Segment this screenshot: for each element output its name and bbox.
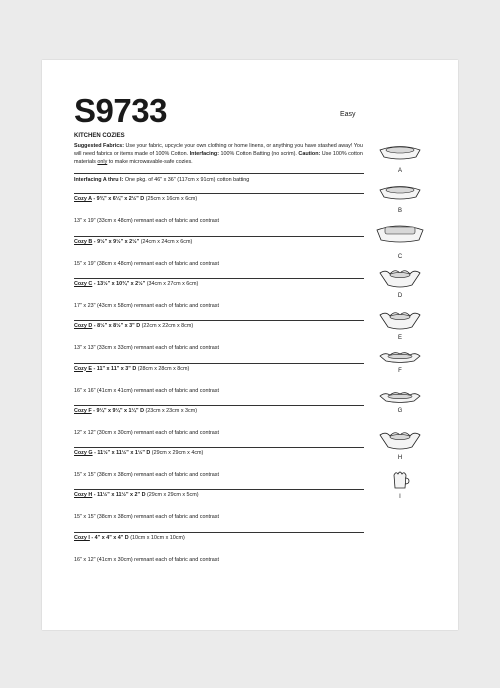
cozy-dimensions: - 11½" x 11½" x 1½" D [92,450,151,457]
cozy-row [74,479,364,521]
view-letter: H [397,455,403,461]
difficulty-label: Easy [340,111,356,118]
view-f [360,350,440,374]
cozy-label: Cozy E [74,365,92,372]
scalloped-bowl-cozy-icon [360,268,440,288]
cozy-row [74,395,364,437]
cozy-label: Cozy B [74,238,93,245]
divider [74,320,364,321]
cozy-dimensions: - 4" x 4" x 4" D [89,534,129,541]
cozy-metric: (25cm x 16cm x 6cm) [144,196,198,203]
divider [74,363,364,364]
cozy-label: Cozy F [74,407,92,414]
cozy-dimensions: - 9¾" x 6¼" x 2½" D [91,196,145,203]
divider [74,193,364,194]
view-d [360,268,440,299]
cozy-fabric: 15" x 15" (38cm x 38cm) remnant each of fabric and contrast [74,472,219,479]
cozy-row [74,353,364,395]
view-i [360,470,440,500]
cozy-label: Cozy I [74,534,90,541]
divider [74,489,364,490]
pattern-envelope-back [42,60,458,630]
cozy-metric: (23cm x 23cm x 3cm) [144,407,198,414]
fabrics-text: Use 100% cotton materials [74,151,363,165]
cozy-fabric: 16" x 12" (41cm x 30cm) remnant each of fabric and contrast [74,556,219,563]
view-e [360,310,440,341]
divider [74,532,364,533]
cozy-label: Cozy G [74,450,93,457]
fabrics-text: to make microwavable-safe cozies. [107,159,193,165]
cozy-label: Cozy H [74,492,93,499]
cozy-row [74,268,364,310]
cozy-dimensions: - 11" x 11" x 3" D [91,365,137,372]
oval-bowl-cozy-icon [360,144,440,160]
rectangular-dish-cozy-icon [360,224,440,244]
flat-plate-cozy-icon [360,390,440,404]
cozy-row [74,183,364,225]
view-c [360,224,440,260]
cozy-list [74,183,364,564]
view-a [360,144,440,174]
cozy-fabric: 13" x 19" (33cm x 48cm) remnant each of fabric and contrast [74,218,219,225]
cozy-dimensions: - 9½" x 9½" x 2½" [92,238,140,245]
cozy-fabric: 16" x 16" (41cm x 41cm) remnant each of fabric and contrast [74,387,219,394]
cozy-dimensions: - 11½" x 11½" x 2" D [92,492,146,499]
cozy-fabric: 12" x 12" (30cm x 30cm) remnant each of fabric and contrast [74,429,219,436]
view-b [360,184,440,214]
cozy-metric: (22cm x 22cm x 8cm) [140,323,194,330]
cozy-label: Cozy D [74,323,93,330]
cozy-row [74,310,364,352]
cozy-metric: (29cm x 29cm x 4cm) [150,450,204,457]
cozy-row [74,522,364,564]
interfacing-label: Interfacing: [189,151,220,157]
cozy-fabric: 17" x 23" (43cm x 58cm) remnant each of fabric and contrast [74,303,219,309]
view-letter: B [397,208,402,214]
view-letter: I [399,494,401,500]
only-emphasis: only [97,159,108,165]
view-letter: A [397,168,402,174]
pattern-requirements [74,133,364,564]
caution-label: Caution: [298,151,321,157]
scalloped-bowl-cozy-icon [360,430,440,450]
cozy-metric: (24cm x 24cm x 6cm) [139,238,193,245]
view-g [360,390,440,414]
flat-plate-cozy-icon [360,350,440,364]
scalloped-bowl-cozy-icon [360,310,440,330]
cozy-dimensions: - 13½" x 10¾" x 2½" [92,281,146,287]
cozy-row [74,226,364,268]
cozy-label: Cozy A [74,196,92,203]
view-letter: G [397,408,403,414]
view-letter: F [398,368,402,374]
view-h [360,430,440,461]
cozy-dimensions: - 9¼" x 9¼" x 1¼" D [91,407,144,414]
cozy-label: Cozy C [74,281,93,287]
suggested-fabrics [74,142,364,166]
interfacing-range-label: Interfacing A thru I: [74,177,124,183]
pattern-title: KITCHEN COZIES [74,133,125,139]
divider [74,236,364,237]
divider [74,278,364,279]
cozy-dimensions: - 8½" x 8½" x 3" D [92,323,141,330]
oval-bowl-cozy-icon [360,184,440,200]
view-letter: E [397,335,402,341]
cozy-fabric: 13" x 13" (33cm x 33cm) remnant each of fabric and contrast [74,345,219,352]
interfacing-text: One pkg. of 46" x 36" (117cm x 91cm) cotton batting [123,177,250,183]
divider [74,447,364,448]
mug-cozy-icon [360,470,440,490]
cozy-metric: (34cm x 27cm x 6cm) [145,281,199,287]
divider [74,173,364,174]
pattern-number: S9733 [74,92,167,129]
cozy-row [74,437,364,479]
cozy-metric: (29cm x 29cm x 5cm) [145,492,199,499]
cozy-fabric: 15" x 15" (38cm x 38cm) remnant each of fabric and contrast [74,514,219,521]
suggested-fabrics-label: Suggested Fabrics: [74,143,125,149]
cozy-metric: (10cm x 10cm x 10cm) [128,534,185,541]
cozy-metric: (28cm x 28cm x 8cm) [136,365,190,372]
divider [74,405,364,406]
view-letter: C [397,254,403,260]
view-letter: D [397,293,403,299]
fabrics-text: 100% Cotton Batting (no scrim). [219,151,299,157]
fabrics-text: Use your fabric, upcycle your own clothing or home linens, or anything you have stashed away! You will need fabrics or items made of 100% Cotton. [74,143,363,157]
cozy-fabric: 15" x 19" (38cm x 48cm) remnant each of fabric and contrast [74,260,219,267]
